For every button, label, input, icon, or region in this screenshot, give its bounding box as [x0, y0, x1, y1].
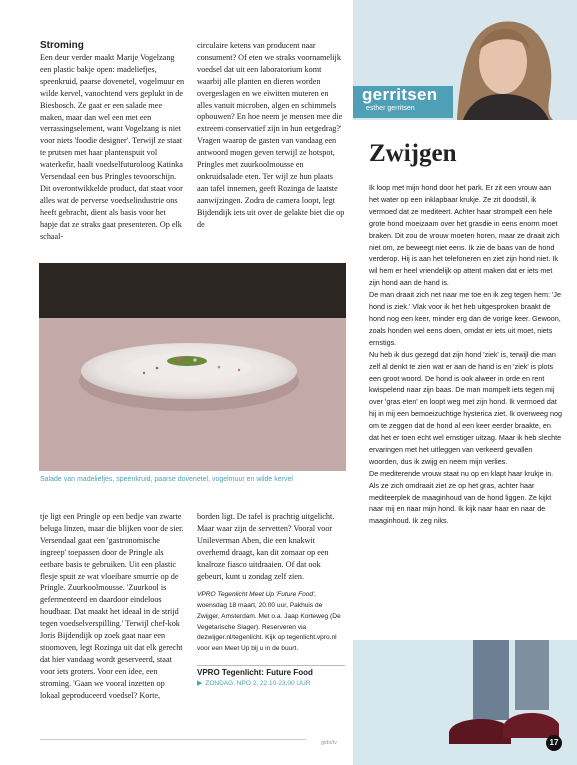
- footer-label: gids/tv: [321, 740, 337, 746]
- column-text: [369, 182, 562, 527]
- program-time-row: [197, 679, 345, 687]
- program-title: VPRO Tegenlicht: Future Food: [197, 667, 313, 677]
- event-details: woensdag 18 maart, 20.00 uur, Pakhuis de Zwijger, Amsterdam. Met o.a. Jaap Korteweg (De Vegetarische Slager). Reserveren via dezwijger.nl/tegenlicht. Kijk op tegenlicht.vpro.nl voor een Meet Up bij u in de buurt.: [197, 602, 341, 652]
- article-bottom-left: [40, 511, 185, 702]
- column-paragraph: De man draait zich net naar me toe en ik zeg tegen hem: 'Je hond is ziek.' Vlak voor ik het heb uitgesproken braakt de hond nog een keer, minder erg dan de vorige keer. Gewoon, zoals honden wel eens doen, omdat er iets uit moet, niets ernstigs.: [369, 290, 561, 347]
- plate-illustration: [39, 263, 346, 471]
- play-icon: ▶: [197, 679, 203, 687]
- footer-divider: [40, 739, 306, 740]
- article-text-bottom-left: tje ligt een Pringle op een bedje van zwarte beluga linzen, maar die blijken voor de sier. Versendaal gaat een 'gastronomische ingreep' toepassen door de Pringle als eetbare basis te gebruiken. Uit een plastic flesje spuit ze wat vloeibare smurrie op de Pringle. Zuurkoolmousse. 'Zuurkool is gefermenteerd en daardoor eindeloos houdbaar. Dat maakt het ideaal in de strijd tegen voedselverspilling.' Terwijl chef-kok Joris Bijdendijk op zoek gaat naar een stoomoven, legt Rozinga uit dat elk gerecht dat hier vandaag wordt geserveerd, staat voor iets groters. Voor een idee, een stroming. 'Gaan we vooral inzetten op lokaal geproduceerd voedsel? Korte,: [40, 512, 184, 700]
- page-number: 17: [546, 735, 562, 751]
- feet-illustration: [353, 640, 577, 765]
- author-full-name: esther gerritsen: [366, 105, 415, 112]
- column-title: Zwijgen: [369, 140, 457, 167]
- program-time: ZONDAG, NPO 2, 22.10-23.00 UUR: [205, 679, 311, 687]
- article-mid-column: [197, 40, 345, 231]
- column-paragraph: Ik loop met mijn hond door het park. Er zit een vrouw aan het water op een inklapbaar krukje. Ze zit doodstil, ik vermoed dat ze mediteert. Achter haar strompelt een hele grote hond moeizaam over het grasdie in eens enorm moet braken. Dit zou de vrouw moeten horen, maar ze draait zich niet om, ze beweegt niet eens. Ik zie de baas van de hond verderop. Hij is aan het telefoneren en ziet zijn hond niet. Ik wil hem er heel vriendelijk op attent maken dat er iets met zijn hond aan de hand is.: [369, 183, 560, 288]
- article-left-column: [40, 40, 185, 243]
- article-text-left: Een deur verder maakt Marije Vogelzang een plastic bakje open: madeliefjes, speenkruid, paarse dovenetel, vogelmuur en wilde kervel, vanochtend vers geplukt in de Biesbosch. Ze gaat er een salade mee maken, maar dan wel een met een verrassingselement, want Vogelzang is niet voor niets 'foodie designer'. Terwijl ze staat te prutsen met haar plantenspuit vol waterkefir, haalt voedselfuturoloog Katinka Versendaal een bus Pringles tevoorschijn. Dit overontwikkelde product, dat staat voor alles wat de perverse voedselindustrie ons heeft gebracht, dient als basis voor het hapje dat ze straks gaat presenteren. Op elk schaal-: [40, 53, 185, 241]
- program-box: [197, 665, 345, 687]
- column-paragraph: De mediterende vrouw staat nu op en klapt haar krukje in. Als ze zich omdraait ziet ze op het gras, achter haar mediteerplek de maaginhoud van de hond liggen. Ze kijkt naar mij en naar mijn hond. Ik kijk naar haar en naar de maaginhoud. Ik zeg niks.: [369, 468, 554, 526]
- shoes-illustration: [353, 640, 577, 765]
- article-bottom-mid: [197, 511, 345, 687]
- photo-caption: Salade van madeliefjes, speenkruid, paarse dovenetel, vogelmuur en wilde kervel: [40, 476, 293, 483]
- column-paragraph: Nu heb ik dus gezegd dat zijn hond 'ziek' is, terwijl die man zelf al denkt te zien wat er aan de hand is en 'ziek' is plots een groot woord. De hond is ook alweer in orde en rent kwispelend naar zijn baas. De man mompelt iets tegen mij over 'gras eten' en loopt weg met zijn hond. Ik vermoed dat hij in mij een bemoeizuchtige hysterica ziet. Ik overweeg nog om te zeggen dat de hond al een keer eerder braakte, en dat het er toen echt wel ernstiger uitzag. Maar ik heb slechte ervaringen met het uitleggen van verkeerd gevallen woorden, dus ik zwijg en neem mijn verlies.: [369, 349, 562, 466]
- article-text-mid: circulaire ketens van producent naar consument? Of eten we straks voornamelijk voedsel dat uit een laboratorium komt waarbij alle planten en dieren worden overgeslagen en we eiwitten muteren en alles vanuit microben, algen en schimmels opbouwen? En hoe neem je mensen mee die extreem conservatief zijn in hun eetgedrag?' Vragen waarop de gasten van vandaag een antwoord mogen geven terwijl ze hotspot, Pringles met zuurkoolmousse en onkruidsalade eten. Ter wijl ze hun plaats aan tafel innemen, geeft Rozinga de laatste aanwijzingen. Zodra de camera loopt, legt Bijdendijk iets uit over de gelakte biet die op de: [197, 41, 345, 229]
- plate-photo: [39, 263, 346, 471]
- section-heading: Stroming: [40, 40, 84, 51]
- article-text-bottom-mid: borden ligt. De tafel is prachtig uitgelicht. Maar waar zijn de servetten? Vooral voor Unileverman Aben, die een knakwit overhemd draagt, kan dit zomaar op een knalroze fiasco uitdraaien. Of dat ook gebeurt, kunt u zondag zelf zien.: [197, 512, 335, 581]
- author-name: gerritsen: [362, 85, 438, 104]
- event-info: [197, 590, 345, 654]
- event-title: VPRO Tegenlicht Meet Up 'Future Food',: [197, 591, 317, 599]
